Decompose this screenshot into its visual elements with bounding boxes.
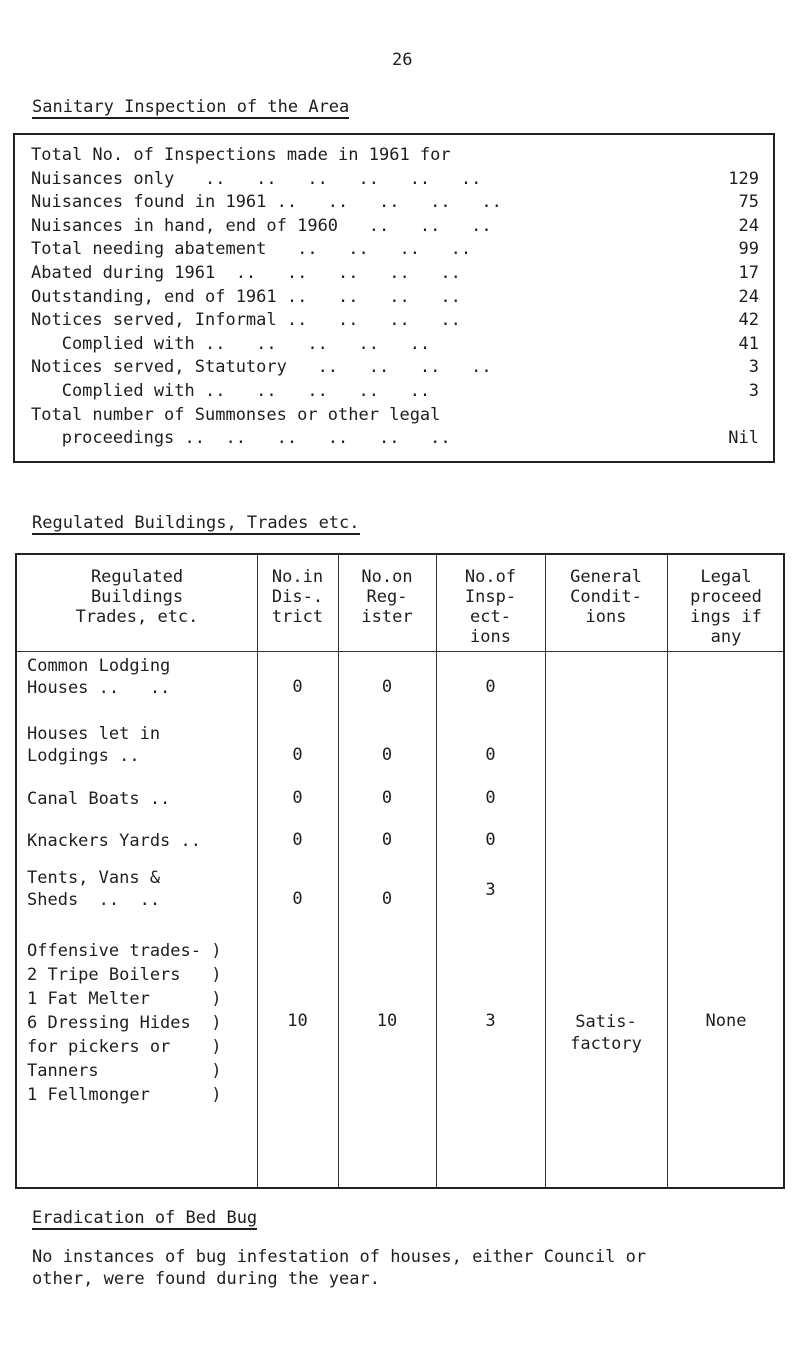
table-cell-register: 0 bbox=[381, 788, 393, 808]
inspection-row-value: 24 bbox=[738, 215, 759, 236]
inspection-row-label: Total No. of Inspections made in 1961 for bbox=[31, 145, 451, 165]
table-cell-district: 0 bbox=[292, 889, 303, 909]
table-cell-register: 0 bbox=[381, 889, 393, 909]
table-cell-district: 0 bbox=[292, 830, 303, 850]
table-cell-inspections: 0 bbox=[485, 830, 496, 850]
inspection-row-value: 129 bbox=[728, 168, 759, 189]
inspection-row-label: Abated during 1961 .. .. .. .. .. bbox=[31, 263, 461, 283]
table-cell-register: 0 bbox=[381, 745, 393, 765]
page-number: 26 bbox=[392, 50, 413, 70]
inspection-row-label: Nuisances found in 1961 .. .. .. .. .. bbox=[31, 192, 502, 213]
table-cell-inspections: 0 bbox=[485, 745, 496, 765]
table-row-label: Knackers Yards .. bbox=[27, 831, 201, 851]
inspection-row-label: proceedings .. .. .. .. .. .. bbox=[31, 428, 451, 449]
table-row-label: Houses let in Lodgings .. bbox=[27, 724, 161, 766]
inspection-row-label: Nuisances in hand, end of 1960 .. .. .. bbox=[31, 215, 492, 236]
section-heading-sanitary: Sanitary Inspection of the Area bbox=[32, 97, 350, 117]
inspection-row-label: Complied with .. .. .. .. .. bbox=[31, 381, 431, 401]
inspection-row-label: Outstanding, end of 1961 .. .. .. .. bbox=[31, 286, 461, 307]
inspection-row-value: 17 bbox=[738, 263, 759, 283]
inspection-row-label: Total number of Summonses or other legal bbox=[31, 404, 441, 425]
table-cell-inspections: 0 bbox=[485, 677, 496, 697]
table-row-label: Offensive trades- ) 2 Tripe Boilers ) 1 Fat Melter ) 6 Dressing Hides ) for pickers or ) Tanners ) 1 Fellmonger ) bbox=[27, 941, 222, 1105]
table-cell-inspections: 0 bbox=[485, 788, 496, 808]
bedbug-paragraph: No instances of bug infestation of houses, either Council or other, were found during the year. bbox=[32, 1247, 647, 1289]
column-header-regulated: Regulated Buildings Trades, etc. bbox=[75, 567, 199, 627]
inspection-row-value: 41 bbox=[738, 333, 759, 354]
inspection-row-value: 3 bbox=[748, 357, 759, 378]
section-heading-bedbug: Eradication of Bed Bug bbox=[32, 1208, 258, 1228]
inspection-row-label: Notices served, Informal .. .. .. .. bbox=[31, 310, 461, 331]
inspection-row-label: Total needing abatement .. .. .. .. bbox=[31, 239, 472, 260]
table-row-label: Canal Boats .. bbox=[27, 789, 171, 809]
regulated-buildings-table bbox=[15, 553, 785, 1189]
inspection-row-value: 24 bbox=[738, 286, 759, 307]
table-row-label: Common Lodging Houses .. .. bbox=[27, 656, 171, 698]
inspection-row-label: Nuisances only .. .. .. .. .. .. bbox=[31, 168, 482, 189]
inspection-summary-box bbox=[13, 133, 775, 463]
table-cell-register: 0 bbox=[381, 830, 393, 850]
column-header-district: No.in Dis-. trict bbox=[271, 567, 324, 627]
table-cell-inspections: 3 bbox=[485, 880, 496, 900]
table-cell-register: 0 bbox=[381, 677, 393, 697]
inspection-row-value: 99 bbox=[738, 239, 759, 260]
section-heading-regulated: Regulated Buildings, Trades etc. bbox=[32, 513, 360, 533]
table-row-label: Tents, Vans & Sheds .. .. bbox=[27, 868, 161, 910]
table-cell-district: 10 bbox=[287, 1011, 308, 1031]
table-cell-register: 10 bbox=[376, 1011, 398, 1031]
table-cell-conditions: Satis- factory bbox=[570, 1012, 642, 1054]
table-cell-district: 0 bbox=[292, 788, 303, 808]
inspection-row-value: 75 bbox=[738, 192, 759, 213]
inspection-row-value: Nil bbox=[728, 428, 759, 449]
table-cell-inspections: 3 bbox=[485, 1011, 496, 1031]
table-cell-district: 0 bbox=[292, 677, 303, 697]
table-cell-district: 0 bbox=[292, 745, 303, 765]
inspection-row-value: 3 bbox=[748, 381, 759, 401]
inspection-row-label: Complied with .. .. .. .. .. bbox=[31, 333, 431, 354]
column-header-conditions: General Condit- ions bbox=[570, 567, 642, 627]
table-cell-legal: None bbox=[705, 1011, 747, 1031]
inspection-row-label: Notices served, Statutory .. .. .. .. bbox=[31, 357, 492, 378]
column-header-inspections: No.of Insp- ect- ions bbox=[464, 567, 517, 647]
inspection-row-value: 42 bbox=[738, 310, 759, 331]
column-header-register: No.on Reg- ister bbox=[361, 567, 413, 627]
column-header-legal: Legal proceed ings if any bbox=[690, 567, 762, 647]
